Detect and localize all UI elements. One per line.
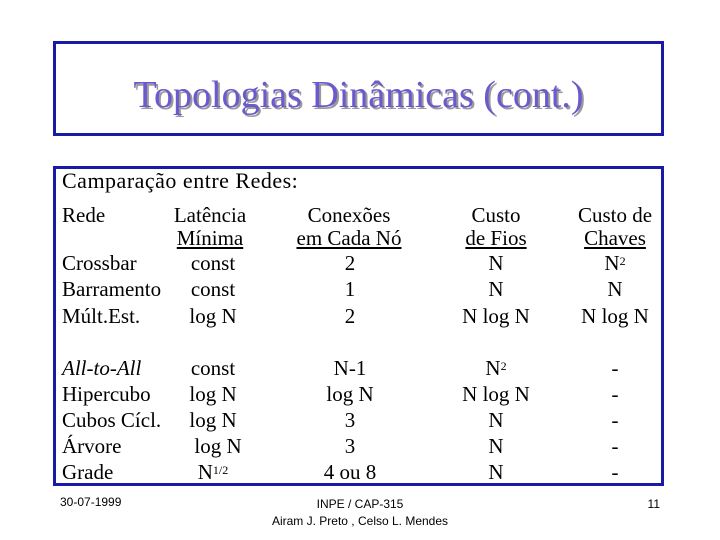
row-barramento-rede: Barramento — [62, 277, 162, 301]
row-grade-conexoes: 4 ou 8 — [323, 460, 377, 484]
row-hipercubo-latencia: log N — [189, 382, 237, 406]
row-hipercubo-conexoes: log N — [326, 382, 374, 406]
row-hipercubo-rede: Hipercubo — [62, 382, 151, 406]
row-grade-fios: N — [488, 460, 504, 484]
row-cubos-conexoes: 3 — [344, 408, 356, 432]
header-chaves-1: Custo de — [577, 203, 653, 227]
section-heading: Camparação entre Redes: — [62, 168, 299, 193]
row-cubos-fios: N — [488, 408, 504, 432]
row-multest-chaves: N log N — [581, 304, 649, 328]
header-fios-1: Custo — [471, 203, 521, 227]
row-crossbar-rede: Crossbar — [62, 251, 137, 275]
row-multest-latencia: log N — [189, 304, 237, 328]
row-multest-rede: Múlt.Est. — [62, 304, 141, 328]
row-barramento-latencia: const — [190, 277, 236, 301]
header-conexoes-1: Conexões — [307, 203, 391, 227]
row-barramento-conexoes: 1 — [344, 277, 356, 301]
row-barramento-chaves: N — [607, 277, 623, 301]
row-hipercubo-fios: N log N — [462, 382, 530, 406]
footer-date: 30-07-1999 — [60, 495, 122, 509]
row-multest-fios: N log N — [462, 304, 530, 328]
header-conexoes-2: em Cada Nó — [296, 226, 402, 250]
row-grade-latencia: $N^{1/2}$ — [197, 460, 229, 484]
row-grade-chaves: - — [611, 460, 619, 484]
slide-title: Topologias Dinâmicas (cont.) — [133, 74, 584, 116]
row-cubos-rede: Cubos Cícl. — [62, 408, 162, 432]
row-arvore-latencia: log N — [194, 434, 242, 458]
row-alltoall-fios: $N^2$ — [485, 356, 507, 380]
row-alltoall-conexoes: N-1 — [333, 356, 367, 380]
superscript: 2 — [500, 359, 507, 373]
header-latencia-2: Mínima — [176, 226, 244, 250]
row-crossbar-latencia: const — [190, 251, 236, 275]
row-arvore-fios: N — [488, 434, 504, 458]
row-grade-rede: Grade — [62, 460, 114, 484]
header-chaves-2: Chaves — [584, 226, 646, 250]
superscript: 1/2 — [212, 463, 229, 477]
row-arvore-rede: Árvore — [62, 434, 122, 458]
row-alltoall-chaves: - — [611, 356, 619, 380]
title-box — [53, 41, 664, 136]
header-rede: Rede — [62, 203, 106, 227]
row-cubos-latencia: log N — [189, 408, 237, 432]
row-alltoall-latencia: const — [190, 356, 236, 380]
row-multest-conexoes: 2 — [344, 304, 356, 328]
footer-authors: Airam J. Preto , Celso L. Mendes — [271, 514, 449, 528]
row-hipercubo-chaves: - — [611, 382, 619, 406]
header-latencia-1: Latência — [173, 203, 247, 227]
page-number: 11 — [647, 497, 660, 511]
row-crossbar-fios: N — [488, 251, 504, 275]
row-crossbar-conexoes: 2 — [344, 251, 356, 275]
row-crossbar-chaves: $N^2$ — [604, 251, 626, 275]
superscript: 2 — [619, 254, 626, 268]
row-cubos-chaves: - — [611, 408, 619, 432]
header-fios-2: de Fios — [465, 226, 527, 250]
row-alltoall-rede: All-to-All — [62, 356, 142, 380]
row-arvore-chaves: - — [611, 434, 619, 458]
row-arvore-conexoes: 3 — [344, 434, 356, 458]
row-barramento-fios: N — [488, 277, 504, 301]
footer-org: INPE / CAP-315 — [316, 497, 404, 511]
